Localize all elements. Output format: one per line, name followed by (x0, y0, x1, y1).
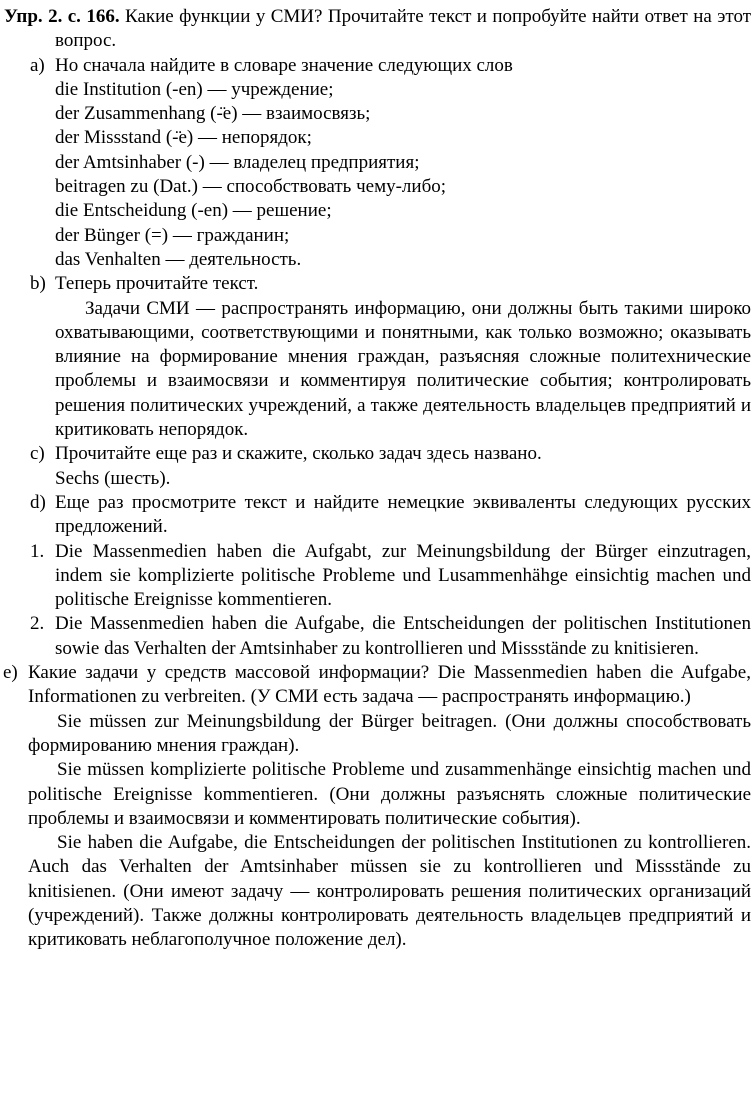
vocab-entry (55, 199, 751, 223)
item-b-marker: b) (30, 273, 46, 295)
vocab-entry-text: der Bünger (=) — гражданин; (55, 224, 290, 246)
item-e-marker: e) (3, 662, 18, 684)
vocab-entry (55, 151, 751, 175)
item-2-marker: 2. (30, 613, 45, 635)
item-c-marker: c) (30, 443, 45, 465)
vocab-entry (55, 102, 751, 126)
item-e-paragraph-text: Sie haben die Aufgabe, die Entscheidungen der politischen Institutionen zu kontrollieren. Auch das Verhalten der Amtsinhaber müssen sie zu kontrollieren und Missstände zu knitisienen. (Они имеют задачу — контролировать решения политических организаций (учреждений). Также должны контролировать деятельность владельцев предприятий и критиковать неблагополучное положение дел). (28, 832, 751, 951)
reading-text-paragraph (55, 297, 751, 443)
vocab-entry-text: die Institution (-en) — учреждение; (55, 78, 334, 100)
item-a-marker: a) (30, 54, 45, 76)
item-1 (2, 540, 751, 613)
vocab-entry (55, 248, 751, 272)
vocab-entry (55, 78, 751, 102)
item-e (2, 661, 751, 710)
item-e-paragraph (28, 831, 751, 952)
item-c-answer-text: Sechs (шесть). (55, 467, 171, 489)
vocab-entry-text: der Amtsinhaber (-) — владелец предприятия; (55, 151, 420, 173)
item-1-marker: 1. (30, 540, 45, 562)
vocab-entry-text: die Entscheidung (-en) — решение; (55, 200, 332, 222)
item-e-paragraph-text: Sie müssen komplizierte politische Probleme und zusammenhänge einsichtig machen und politische Ereignisse kommentieren. (Они должны разъяснять сложные политические проблемы и взаимосвязи и комментировать политические события). (28, 759, 751, 829)
item-a (2, 54, 751, 78)
item-c-text: Прочитайте еще раз и скажите, сколько задач здесь названо. (55, 443, 542, 465)
vocab-entry-text: der Missstand (-̈e) — непорядок; (55, 127, 312, 149)
item-c-answer (55, 467, 751, 491)
item-2-text: Die Massenmedien haben die Aufgabe, die Entscheidungen der politischen Institutionen sowie das Verhalten der Amtsinhaber zu kontrollieren und Missstände zu knitisieren. (55, 613, 751, 659)
reading-text: Задачи СМИ — распространять информацию, они должны быть такими широко охватывающими, соответствующими и понятными, как только возможно; оказывать влияние на формирование мнения граждан, разъясняя сложные политехнические проблемы и взаимосвязи и комментируя политические события; контролировать решения политических учреждений, а также деятельность владельцев предприятий и критиковать непорядок. (55, 297, 751, 441)
vocab-entry (55, 224, 751, 248)
item-1-text: Die Massenmedien haben die Aufgabt, zur Meinungsbildung der Bürger einzutragen, indem sie komplizierte politische Probleme und Lusammenhähge einsichtig machen und politische Ereignisse kommentieren. (55, 540, 751, 611)
exercise-label: Упр. 2. с. 166. (4, 6, 120, 27)
vocab-entry-text: das Venhalten — деятельность. (55, 248, 302, 270)
item-d (2, 491, 751, 540)
exercise-header (2, 5, 751, 54)
item-e-paragraph (28, 758, 751, 831)
item-d-marker: d) (30, 491, 46, 513)
exercise-intro: Какие функции у СМИ? Прочитайте текст и попробуйте найти ответ на этот вопрос. (55, 6, 752, 52)
vocab-entry (55, 126, 751, 150)
item-c (2, 442, 751, 466)
vocab-entry-text: beitragen zu (Dat.) — способствовать чему-либо; (55, 176, 447, 198)
item-2 (2, 612, 751, 661)
item-b-text: Теперь прочитайте текст. (55, 273, 259, 295)
vocab-entry-text: der Zusammenhang (-̈e) — взаимосвязь; (55, 103, 371, 125)
vocab-entry (55, 175, 751, 199)
item-a-text: Но сначала найдите в словаре значение следующих слов (55, 54, 513, 76)
item-e-text: Какие задачи у средств массовой информации? Die Massenmedien haben die Aufgabe, Informationen zu verbreiten. (У СМИ есть задача — распространять информацию.) (28, 662, 751, 708)
item-e-paragraph-text: Sie müssen zur Meinungsbildung der Bürger beitragen. (Они должны способствовать формированию мнения граждан). (28, 710, 751, 756)
item-d-text: Еще раз просмотрите текст и найдите немецкие эквиваленты следующих русских предложений. (55, 491, 751, 538)
item-e-paragraph (28, 710, 751, 759)
item-b (2, 272, 751, 296)
